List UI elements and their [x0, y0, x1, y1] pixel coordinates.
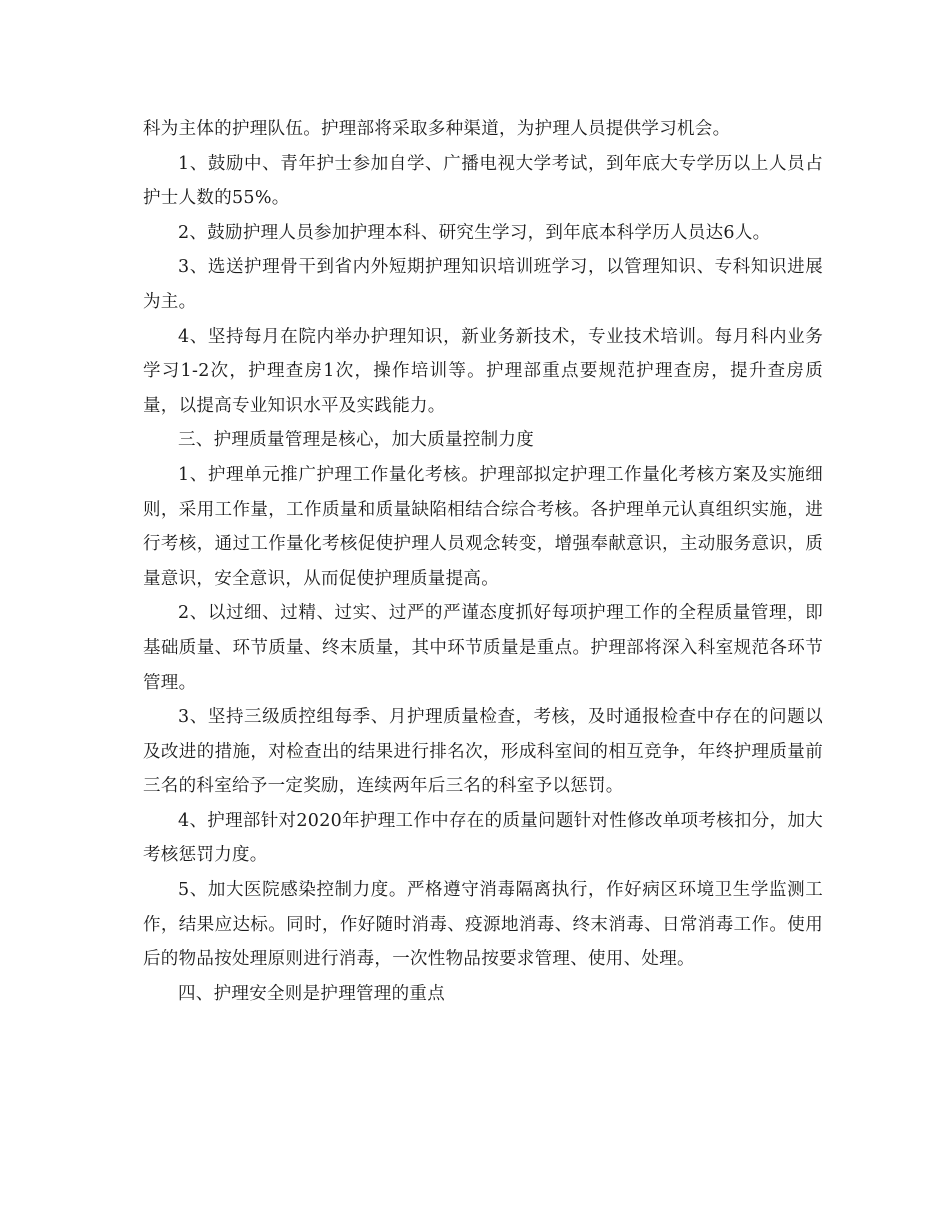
section-heading: 四、护理安全则是护理管理的重点 [178, 983, 445, 1004]
paragraph: 3、选送护理骨干到省内外短期护理知识培训班学习，以管理知识、专科知识进展为主。 [143, 257, 823, 312]
paragraph: 1、护理单元推广护理工作量化考核。护理部拟定护理工作量化考核方案及实施细则，采用工作量，工作质量和质量缺陷相结合综合考核。各护理单元认真组织实施，进行考核，通过工作量化考核促使护理人员观念转变，增强奉献意识，主动服务意识，质量意识，安全意识，从而促使护理质量提高。 [143, 464, 823, 589]
paragraph: 4、护理部针对2020年护理工作中存在的质量问题针对性修改单项考核扣分，加大考核惩罚力度。 [143, 810, 823, 866]
section-heading: 三、护理质量管理是核心，加大质量控制力度 [178, 430, 534, 451]
paragraph: 科为主体的护理队伍。护理部将采取多种渠道，为护理人员提供学习机会。 [143, 119, 731, 139]
paragraph: 5、加大医院感染控制力度。严格遵守消毒隔离执行，作好病区环境卫生学监测工作，结果应达标。同时，作好随时消毒、疫源地消毒、终末消毒、日常消毒工作。使用后的物品按处理原则进行消毒，一次性物品按要求管理、使用、处理。 [143, 880, 823, 970]
paragraph: 2、鼓励护理人员参加护理本科、研究生学习，到年底本科学历人员达6人。 [178, 222, 771, 243]
paragraph: 2、以过细、过精、过实、过严的严谨态度抓好每项护理工作的全程质量管理，即基础质量、环节质量、终末质量，其中环节质量是重点。护理部将深入科室规范各环节管理。 [143, 603, 823, 693]
paragraph: 1、鼓励中、青年护士参加自学、广播电视大学考试，到年底大专学历以上人员占护士人数的55%。 [143, 153, 823, 209]
paragraph: 3、坚持三级质控组每季、月护理质量检查，考核，及时通报检查中存在的问题以及改进的措施，对检查出的结果进行排名次，形成科室间的相互竞争，年终护理质量前三名的科室给予一定奖励，连续两年后三名的科室予以惩罚。 [143, 707, 823, 797]
document-body [143, 112, 823, 1011]
paragraph: 4、坚持每月在院内举办护理知识，新业务新技术，专业技术培训。每月科内业务学习1-2次，护理查房1次，操作培训等。护理部重点要规范护理查房，提升查房质量，以提高专业知识水平及实践能力。 [143, 326, 823, 416]
